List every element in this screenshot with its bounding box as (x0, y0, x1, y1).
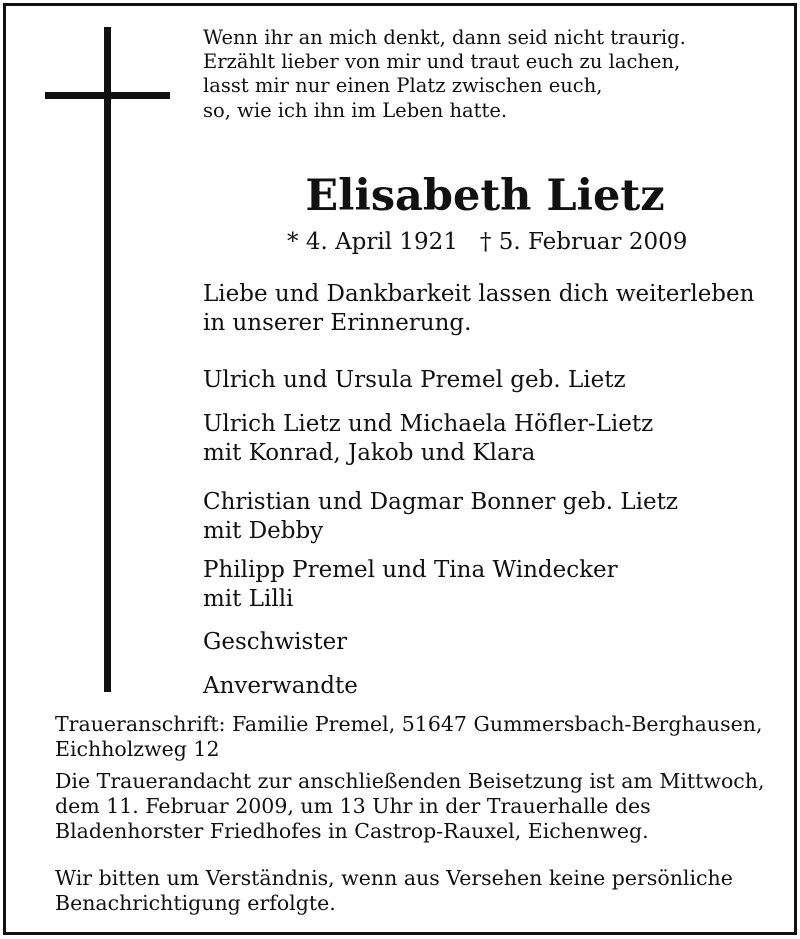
mourner-line: Christian und Dagmar Bonner geb. Lietz (203, 489, 678, 515)
life-dates (287, 228, 687, 256)
dedication-line: Liebe und Dankbarkeit lassen dich weiterleben (203, 281, 755, 307)
deceased-name: Elisabeth Lietz (305, 171, 665, 221)
mourner-line: mit Lilli (203, 585, 294, 612)
closing-line: Wir bitten um Verständnis, wenn aus Versehen keine persönliche (55, 866, 733, 890)
closing-note (55, 866, 733, 916)
mourning-address (55, 712, 762, 762)
death-date: 5. Februar 2009 (498, 229, 688, 255)
birth-date: 4. April 1921 (305, 229, 458, 255)
poem-line: Erzählt lieber von mir und traut euch zu lachen, (203, 50, 681, 74)
died-symbol: † (479, 229, 492, 255)
mourner-line: Ulrich Lietz und Michaela Höfler-Lietz (203, 411, 654, 437)
mourner-group (203, 556, 618, 613)
mourner-group (203, 628, 347, 657)
mourner-group (203, 672, 358, 701)
poem-line: lasst mir nur einen Platz zwischen euch, (203, 74, 603, 98)
mourner-line: mit Debby (203, 517, 324, 544)
ceremony-line: dem 11. Februar 2009, um 13 Uhr in der Trauerhalle des (55, 793, 651, 818)
ceremony-info (55, 769, 764, 843)
dedication (203, 280, 754, 337)
poem (203, 26, 763, 123)
mourner-line: mit Konrad, Jakob und Klara (203, 439, 536, 466)
cross-horizontal-bar (45, 92, 170, 99)
ceremony-line: Die Trauerandacht zur anschließenden Beisetzung ist am Mittwoch, (55, 769, 765, 793)
mourner-group (203, 366, 626, 395)
address-line: Traueranschrift: Familie Premel, 51647 Gummersbach-Berghausen, (55, 712, 763, 736)
dedication-line: in unserer Erinnerung. (203, 309, 472, 336)
address-line: Eichholzweg 12 (55, 736, 220, 761)
poem-line: so, wie ich ihn im Leben hatte. (203, 98, 508, 122)
mourner-line: Geschwister (203, 629, 348, 655)
mourner-line: Ulrich und Ursula Premel geb. Lietz (203, 367, 626, 393)
closing-line: Benachrichtigung erfolgte. (55, 890, 336, 915)
mourner-line: Philipp Premel und Tina Windecker (203, 557, 618, 583)
poem-line: Wenn ihr an mich denkt, dann seid nicht traurig. (203, 26, 686, 49)
mourner-group (203, 410, 653, 467)
ceremony-line: Bladenhorster Friedhofes in Castrop-Rauxel, Eichenweg. (55, 818, 649, 843)
mourner-group (203, 488, 678, 545)
mourner-line: Anverwandte (203, 673, 358, 699)
born-symbol: * (287, 229, 299, 255)
cross-vertical-bar (104, 27, 111, 692)
